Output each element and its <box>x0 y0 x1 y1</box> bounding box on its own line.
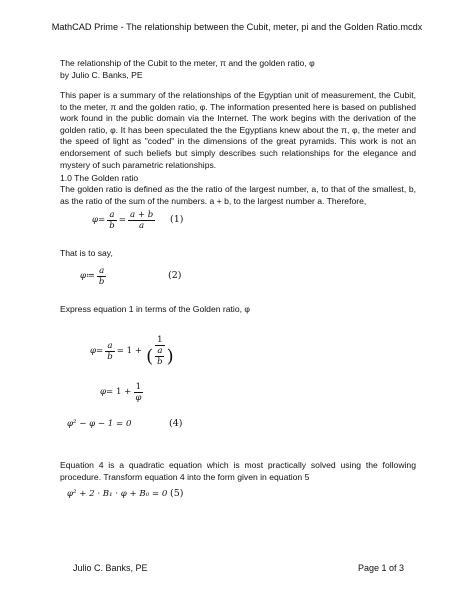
footer-author: Julio C. Banks, PE <box>73 563 148 573</box>
equation-number: (2) <box>168 270 182 281</box>
document-header: MathCAD Prime - The relationship between the Cubit, meter, pi and the Golden Ratio.mcdx <box>51 22 423 32</box>
eq3b-lhs: φ <box>100 387 107 397</box>
footer-page-number: Page 1 of 3 <box>358 563 405 573</box>
express-text: Express equation 1 in terms of the Golden ratio, φ <box>60 304 250 314</box>
eq3-frac-a-b: $\frac{a}{b}$ <box>107 340 113 362</box>
author-line: by Julio C. Banks, PE <box>60 69 143 80</box>
section-paragraph: The golden ratio is defined as the the ratio of the largest number, a, to that of the smallest, b, as the ratio of the sum of the numbers. a + b, to the largest number a. Therefore, <box>60 184 416 206</box>
eq3b-frac: $\frac{1}{\varphi}$ <box>135 381 142 403</box>
eq1-eqsign: = <box>98 215 106 225</box>
equation-3b: φ = 1 + $\frac{1}{\varphi}$ <box>100 381 142 403</box>
equation-4: φ² − φ − 1 = 0 <box>67 419 132 429</box>
equation-2 <box>80 262 108 290</box>
that-is-text: That is to say, <box>60 248 113 258</box>
eq2-eqsign: ≔ <box>86 271 95 281</box>
equation-number: (4) <box>169 418 183 429</box>
title-line: The relationship of the Cubit to the meter, π and the golden ratio, φ <box>60 58 315 68</box>
section-heading: 1.0 The Golden ratio <box>60 173 139 183</box>
eq3-mid: = 1 + <box>116 346 143 356</box>
equation-number: (1) <box>170 214 184 225</box>
eq3-nested-frac: 1 ( $\frac{a}{b}$ ) <box>146 335 174 367</box>
eq3-lhs: φ <box>90 346 97 356</box>
eq1-eqsign-2: = <box>118 215 126 225</box>
equation-number: (5) <box>170 488 184 499</box>
eq1-lhs: φ <box>92 215 99 225</box>
quadratic-paragraph: Equation 4 is a quadratic equation which is most practically solved using the following procedure. Transform equation 4 into the form given in equation 5 <box>60 460 416 482</box>
equation-3: φ = $\frac{a}{b}$ = 1 + 1 ( $\frac{a}{b}$ ) <box>90 335 174 367</box>
equation-5: φ² + 2 · B₁ · φ + B₀ = 0 <box>67 489 168 499</box>
eq2-lhs: φ <box>80 271 87 281</box>
eq1-frac-a-b: $\frac{a}{b}$ <box>109 209 115 231</box>
equation-1 <box>92 206 157 234</box>
abstract-paragraph: This paper is a summary of the relationships of the Egyptian unit of measurement, the Cubit, to the meter, π and the golden ratio, φ. The information presented here is based on published work found in the public domain via the Internet. The work begins with the derivation of the golden ratio, φ. It has been speculated the the Egyptians knew about the π, φ, the meter and the speed of light as "coded" in the dimensions of the great pyramids. This work is not an endorsement of such beliefs but simply describes such relationships for the elegance and mystery of such parametric relationships. <box>60 90 416 170</box>
paper-title <box>60 58 416 81</box>
eq2-frac-a-b: $\frac{a}{b}$ <box>98 265 105 287</box>
eq1-frac-ab-a: $\frac{a + b}{a}$ <box>129 209 154 231</box>
